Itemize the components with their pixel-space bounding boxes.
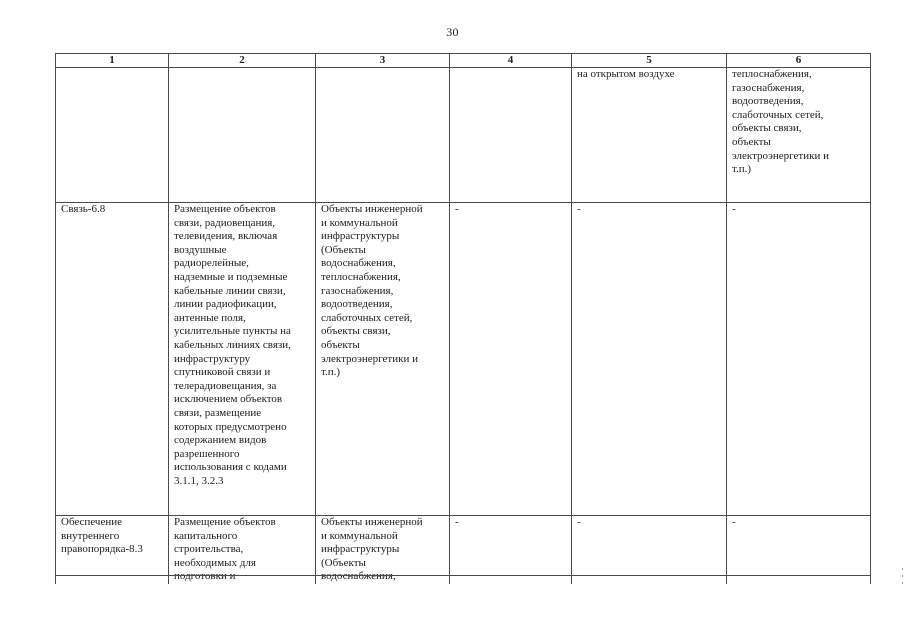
description-cell: Размещение объектов связи, радиовещания, телевидения, включая воздушные радиорелейные, надземные и подземные кабельные линии связи, линии радиофикации, антенные поля, усилительные пункты на кабельных линиях связи, инфраструктуру спутниковой связи и телерадиовещания, за исключением объектов связи, размещение которых предусмотрено содержанием видов разрешенного использования с кодами 3.1.1, 3.2.3 (169, 203, 316, 516)
dash-cell: - (450, 516, 572, 585)
column-header-6: 6 (727, 54, 871, 68)
table-cell: теплоснабжения, газоснабжения, водоотведения, слаботочных сетей, объекты связи, объекты электроэнергетики и т.п.) (727, 68, 871, 203)
table-cell (169, 68, 316, 203)
table-cell (56, 68, 169, 203)
column-header-3: 3 (316, 54, 450, 68)
table-row-continuation (56, 68, 871, 203)
dash-cell: - (572, 203, 727, 516)
column-header-5: 5 (572, 54, 727, 68)
table-row-svyaz (56, 203, 871, 516)
land-use-type-cell: Обеспечение внутреннего правопорядка-8.3 (56, 516, 169, 585)
table-bottom-edge (55, 575, 870, 576)
scan-artifact-marks (902, 568, 904, 598)
objects-cell: Объекты инженерной и коммунальной инфраструктуры (Объекты водоснабжения, (316, 516, 450, 585)
table-row-pravoporyadok (56, 516, 871, 585)
description-cell: Размещение объектов капитального строительства, необходимых для подготовки и (169, 516, 316, 585)
land-use-table (55, 53, 871, 584)
table-cell: на открытом воздухе (572, 68, 727, 203)
dash-cell: - (450, 203, 572, 516)
land-use-type-cell: Связь-6.8 (56, 203, 169, 516)
dash-cell: - (727, 203, 871, 516)
scan-dot (902, 582, 903, 584)
scan-dot (902, 568, 903, 570)
column-header-4: 4 (450, 54, 572, 68)
table-cell (450, 68, 572, 203)
scan-dot (902, 575, 903, 577)
objects-cell: Объекты инженерной и коммунальной инфраструктуры (Объекты водоснабжения, теплоснабжения, газоснабжения, водоотведения, слаботочных сетей, объекты связи, объекты электроэнергетики и т.п.) (316, 203, 450, 516)
column-header-2: 2 (169, 54, 316, 68)
dash-cell: - (572, 516, 727, 585)
table-cell (316, 68, 450, 203)
column-header-1: 1 (56, 54, 169, 68)
table-header-row (56, 54, 871, 68)
page-number: 30 (446, 25, 459, 39)
dash-cell: - (727, 516, 871, 585)
